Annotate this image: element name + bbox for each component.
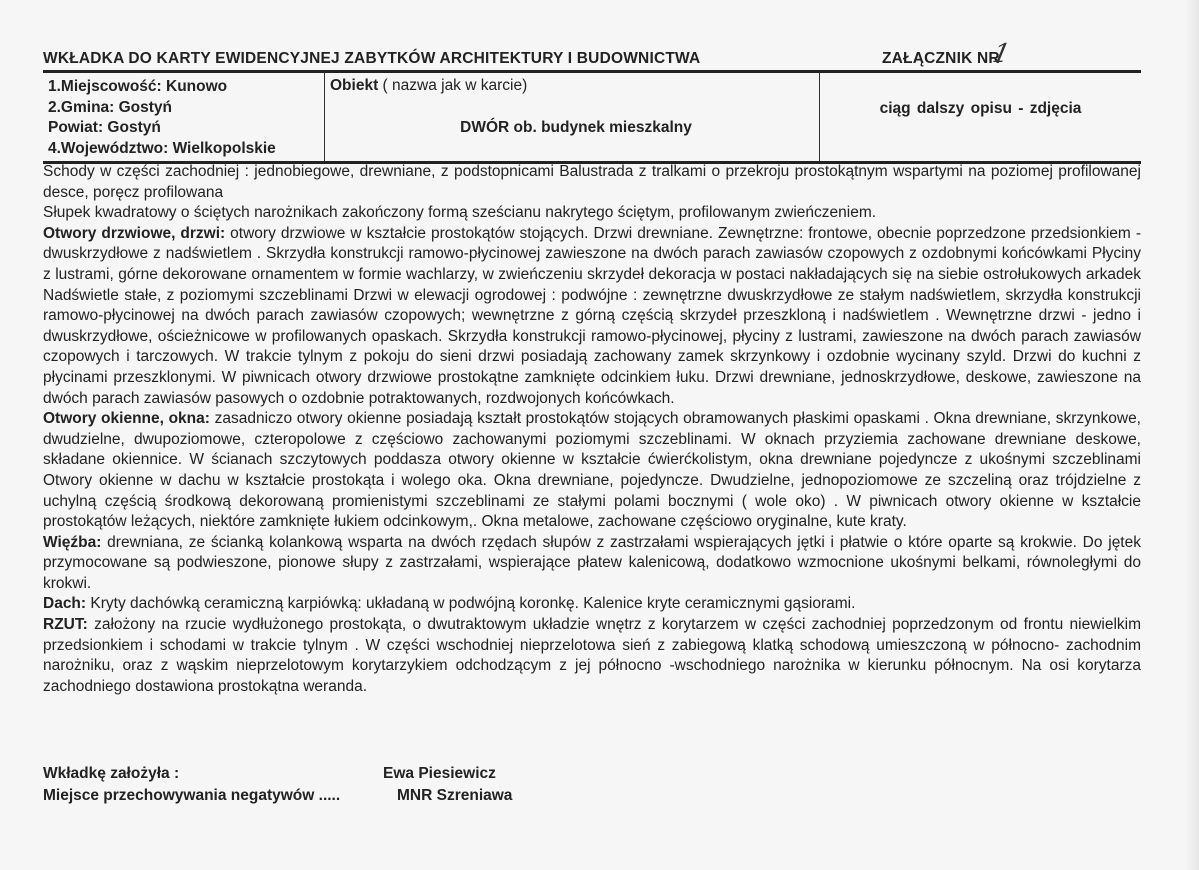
annex-label: ZAŁĄCZNIK NR <box>882 50 1000 67</box>
roof-paragraph <box>43 594 1141 615</box>
truss-paragraph <box>43 533 1141 595</box>
plan-text: założony na rzucie wydłużonego prostokąta, o dwutraktowym układzie wnętrz z korytarzem w części zachodniej poprzedzonym od frontu niewielkim przedsionkiem i schodami w trakcie tylnym . W części wschodniej nieprzelotowa sień z zabiegową klatką schodową umieszczoną w północno- zachodnim narożniku, oraz z wąskim nieprzelotowym korytarzykiem odchodzącym z jej północno -wschodniego narożnika w kierunku północnym. Na osi korytarza zachodniego dostawiona prostokątna weranda. <box>43 616 1141 695</box>
plan-heading: RZUT: <box>43 616 88 634</box>
info-table <box>43 73 1141 164</box>
object-label <box>330 77 527 95</box>
author-row <box>43 763 496 785</box>
continuation-label: ciąg dalszy opisu - zdjęcia <box>879 100 1082 117</box>
windows-text: zasadniczo otwory okienne posiadają kształt prostokątów stojących obramowanych płaskimi opaskami . Okna drewniane, skrzynkowe, dwudzielne, dwupoziomowe, czteropolowe z częściowo zachowanymi poziomymi szczeblinami. W oknach przyziemia zachowane drewniane deskowe, składane okiennice. W ścianach szczytowych poddasza otwory okienne w kształcie ćwierćkolistym, okna drewniane pojedyncze z ukośnymi szczeblinami Otwory okienne w dachu w kształcie prostokąta i wolego oka. Okna drewniane, pojedyncze. Dwudzielne, jednopoziomowe ze szczeliną oraz trójdzielne z uchylną częścią środkową dekorowaną promienistymi szczeblinami ze stałymi polami bocznymi ( wole oko) . W piwnicach otwory okienne w kształcie prostokątów leżących, niektóre zamknięte łukiem odcinkowym,. Okna metalowe, zachowane częściowo oryginalne, kute kraty. <box>43 410 1141 531</box>
doors-heading: Otwory drzwiowe, drzwi: <box>43 224 226 242</box>
object-label-rest: ( nazwa jak w karcie) <box>378 77 528 94</box>
author-label: Wkładkę założyła : <box>43 765 180 782</box>
description-body <box>43 162 1141 697</box>
truss-heading: Więźba: <box>43 533 102 551</box>
voivodeship-line: 4.Województwo: Wielkopolskie <box>48 139 276 157</box>
storage-value: MNR Szreniawa <box>397 787 513 804</box>
object-label-bold: Obiekt <box>330 77 379 94</box>
stairs-paragraph: Schody w części zachodniej : jednobiegowe, drewniane, z podstopnicami Balustrada z tralkami o przekroju prostokątnym wspartymi na poziomej profilowanej desce, poręcz profilowana <box>43 163 1141 201</box>
roof-heading: Dach: <box>43 595 87 613</box>
card-footer <box>43 763 513 807</box>
storage-label: Miejsce przechowywania negatywów ..... <box>43 787 341 804</box>
column-divider <box>324 73 325 161</box>
doors-text: otwory drzwiowe w kształcie prostokątów stojących. Drzwi drewniane. Zewnętrzne: frontowe, obecnie poprzedzone przedsionkiem - dwuskrzydłowe z nadświetlem . Skrzydła konstrukcji ramowo-płycinowej zawieszone na dwóch parach zawiasów czopowych z ozdobnymi końcówkami Płyciny z lustrami, górne dekorowane ornamentem w formie wachlarzy, w zwieńczeniu skrzydeł dekoracja w postaci nakładających się na siebie ostrołukowych arkadek Nadświetle stałe, z poziomymi szczeblinami Drzwi w elewacji ogrodowej : podwójne : zewnętrzne dwuskrzydłowe ze stałym nadświetlem, skrzydła konstrukcji ramowo-płycinowej na dwóch parach zawiasów czopowych; wewnętrzne z górną częścią skrzydeł przeszkloną i nadświetlem . Wewnętrzne drzwi - jedno i dwuskrzydłowe, ościeżnicowe w profilowanych opaskach. Skrzydła konstrukcji ramowo-płycinowej, płyciny z lustrami, zawieszone na dwóch parach zawiasów czopowych i tarczowych. W trakcie tylnym z pokoju do sieni drzwi posiadają zachowany zamek skrzynkowy i ozdobnie wycinany szyld. Drzwi do kuchni z płycinami przeszklonymi. W piwnicach otwory drzwiowe prostokątne zamknięte odcinkiem łuku. Drzwi drewniane, jednoskrzydłowe, deskowe, zawieszone na dwóch parach zawiasów pasowych o ozdobnie potraktowanych, rozdwojonych końcówkach. <box>43 224 1141 407</box>
windows-paragraph <box>43 409 1141 533</box>
plan-paragraph <box>43 615 1141 697</box>
annex-number: 1 <box>989 39 1013 69</box>
object-name: DWÓR ob. budynek mieszkalny <box>460 119 692 136</box>
truss-text: drewniana, ze ścianką kolankową wsparta na dwóch rzędach słupów z zastrzałami wspierających jętki i płatwie o które oparte są krokwie. Do jętek przymocowane są podwieszone, pionowe słupy z zastrzałami, wspierające płatew kalenicową, dodatkowo wzmocnione ukośnymi belkami, równoległymi do krokwi. <box>43 533 1141 592</box>
scan-edge <box>1185 0 1199 870</box>
locality-line: 1.Miejscowość: Kunowo <box>48 78 228 95</box>
storage-row <box>43 785 513 807</box>
doors-paragraph <box>43 224 1141 409</box>
commune-line: 2.Gmina: Gostyń <box>48 98 173 116</box>
location-block <box>48 77 276 159</box>
windows-heading: Otwory okienne, okna: <box>43 410 210 428</box>
district-line: Powiat: Gostyń <box>48 119 161 136</box>
card-title: WKŁADKA DO KARTY EWIDENCYJNEJ ZABYTKÓW ARCHITEKTURY I BUDOWNICTWA <box>43 50 701 67</box>
author-value: Ewa Piesiewicz <box>383 765 496 782</box>
post-paragraph: Słupek kwadratowy o ściętych narożnikach zakończony formą sześcianu nakrytego ściętym, profilowanym zwieńczeniem. <box>43 204 877 222</box>
roof-text: Kryty dachówką ceramiczną karpiówką: układaną w podwójną koronkę. Kalenice kryte ceramicznymi gąsiorami. <box>86 595 856 613</box>
